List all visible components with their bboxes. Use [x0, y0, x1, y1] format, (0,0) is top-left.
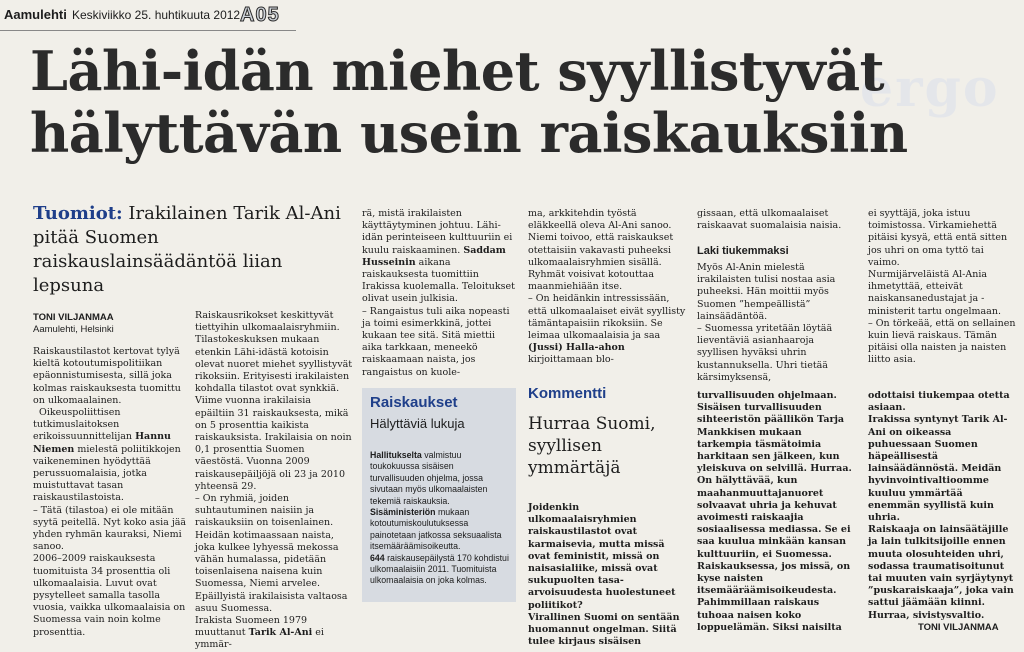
- lead-paragraph: [33, 202, 343, 298]
- paragraph: Niemi toivoo, että raiskaukset otettaisiin vakavasti puheeksi ulkomaalaisryhmien sisällä. Ryhmät voisivat kotouttaa maanmiehiään itse.: [528, 232, 674, 293]
- fact-item: 644 raiskausepäilystä 170 kohdistui ulkomaalaisiin 2011. Tuomituista ulkomaalaisia on joka kolmas.: [370, 552, 509, 586]
- fact-item: Sisäministeriön mukaan kotoutumiskoulutuksessa painotetaan jatkossa seksuaalista itsemääräämisoikeutta.: [370, 507, 502, 552]
- headline-line-2: hälyttävän usein raiskauksiin: [30, 101, 908, 165]
- comment-column-2: [697, 390, 855, 634]
- paragraph: Epäillyistä irakilaisista valtaosa asuu Suomessa.: [195, 590, 348, 614]
- paragraph: Myös Al-Anin mielestä irakilaisten tulisi nostaa asia puheeksi. Hän moittii myös Suomen ”hempeällistä” lainsäädäntöä.: [697, 262, 836, 322]
- fact-box-subtitle: Hälyttäviä lukuja: [370, 416, 465, 431]
- masthead: [0, 0, 296, 31]
- person-name: Tarik Al-Ani: [248, 627, 313, 639]
- page-number: A05: [240, 4, 280, 26]
- comment-label: Kommentti: [528, 385, 607, 402]
- article-column-3: [362, 208, 517, 379]
- paragraph: rä, mistä irakilaisten käyttäytyminen johtuu. Lähi-idän perinteiseen kulttuuriin ei kuulu raiskaaminen. Saddam Husseinin aikana raiskauksesta tuomittiin Irakissa kuolemalla. Teloitukset olivat usein julkisia.: [362, 208, 515, 305]
- paragraph: – On ryhmiä, joiden suhtautuminen naisiin ja raiskauksiin on toisenlainen. Heidän kotimaassaan naista, joka kulkee lyhyessä mekossa vähän humalassa, pidetään toisenlaisena naisena kuin Suomessa, Niemi arvelee.: [195, 493, 339, 590]
- fact-box: [362, 388, 516, 602]
- paragraph: – Rangaistus tuli aika nopeasti ja toimi esimerkkinä, jottei kukaan tee sitä. Sitä miettii aika tarkkaan, meneekö raiskaamaan naista, jos rangaistus on kuole-: [362, 305, 510, 378]
- person-name: Hannu Niemen: [33, 431, 171, 455]
- headline-line-1: Lähi-idän miehet syyllistyvät: [30, 39, 885, 103]
- paragraph: Irakista Suomeen 1979 muuttanut Tarik Al-Ani ei ymmär-: [195, 615, 324, 651]
- issue-date: Keskiviikko 25. huhtikuuta 2012: [72, 8, 241, 22]
- comment-column-1: [528, 502, 686, 648]
- comment-column-3: [868, 390, 1016, 622]
- paragraph: Raiskaaja on lainsäätäjille ja lain tulkitsijoille ennen muuta olosuhteiden uhri, sodassa traumatisoitunut tai muuten vain syrjäytynyt ”puskaraiskaaja”, joka vain sattui jäämään kiinni.: [868, 524, 1014, 609]
- paragraph: Raiskausrikokset keskittyvät tiettyihin ulkomaalaisryhmiin. Tilastokeskuksen mukaan etenkin Lähi-idästä kotoisin olevat nuoret miehet syyllistyvät rikoksiin. Erityisesti irakilaisten kohdalla tilastot ovat synkkiä. Viime vuonna irakilaisia epäiltiin 31 raiskauksesta, mikä on 5 prosenttia kaikista raiskauksista. Irakilaisia on noin 0,1 prosenttia Suomen väestöstä. Vuonna 2009 raiskausepäiljöjä oli 23 ja 2010 yhteensä 29.: [195, 310, 353, 492]
- comment-title: Hurraa Suomi, syyllisen ymmärtäjä: [528, 414, 656, 478]
- article-column-2: [195, 310, 353, 652]
- byline-author: TONI VILJANMAA: [33, 312, 114, 323]
- person-name: (Jussi) Halla-ahon: [528, 342, 625, 354]
- paragraph: odottaisi tiukempaa otetta asiaan.: [868, 390, 1010, 414]
- person-name: Saddam Husseinin: [362, 244, 506, 268]
- bleed-through-text: ergo: [860, 58, 1000, 119]
- paragraph: Irakissa syntynyt Tarik Al-Ani on oikeassa puhuessaan Suomen häpeällisestä lainsäädännöstä. Meidän hyvinvointivaltioomme kuuluu ymmärtää enemmän syyllistä kuin uhria.: [868, 414, 1008, 524]
- paragraph: – On törkeää, että on sellainen kuin lievä raiskaus. Tämän pitäisi olla naisten ja naisten liitto asia.: [868, 317, 1016, 366]
- lead-text: Irakilainen Tarik Al-Ani pitää Suomen raiskauslainsäädäntöä liian lepsuna: [33, 203, 341, 296]
- paragraph: Raiskaustilastot kertovat tylyä kieltä kotoutumispolitiikan epäonnistumisesta, sillä joka kolmas raiskauksesta tuomittu on ulkomaalainen.: [33, 346, 181, 406]
- paragraph: ma, arkkitehdin työstä eläkkeellä oleva Al-Ani sanoo.: [528, 208, 672, 232]
- paragraph: Virallinen Suomi on sentään huomannut ongelman. Siitä tulee kirjaus sisäisen: [528, 611, 680, 648]
- article-column-5: [697, 208, 855, 232]
- paragraph: gissaan, että ulkomaalaiset raiskaavat suomalaisia naisia.: [697, 208, 842, 232]
- paragraph: Hurraa, sivistysvaltio.: [868, 609, 985, 621]
- fact-box-body: [370, 450, 510, 587]
- paragraph: – On heidänkin intressissään, että ulkomaalaiset eivät syyllisty tämäntapaisiin rikoksiin. Se leimaa ulkomaalaisia ja saa (Jussi) Halla-ahon kirjoittamaan blo-: [528, 293, 686, 366]
- paragraph: turvallisuuden ohjelmaan. Sisäisen turvallisuuden sihteeristön päällikön Tarja Mankkisen mukaan tarkempia täsmätoimia harkitaan sen jälkeen, kun yleiskuva on selvillä. Hurraa.: [697, 390, 852, 475]
- paragraph: – Suomessa yritetään löytää lieventäviä asianhaaroja syyllisen hyväksi uhrin kustannuksella. Uhri tietää kärsimyksensä,: [697, 323, 833, 383]
- paragraph: Nurmijärveläistä Al-Ania ihmetyttää, etteivät naiskansanedustajat ja -ministerit tartu ongelmaan.: [868, 269, 1001, 317]
- article-column-4: [528, 208, 686, 367]
- sub-heading: Laki tiukemmaksi: [697, 245, 789, 257]
- paragraph: Oikeuspoliittisen tutkimuslaitoksen erikoissuunnittelijan Hannu Niemen mielestä poliitikkojen vaikeneminen hyödyttää perussuomalaisia, jotka muistuttavat tasan raiskaustilastoista.: [33, 407, 181, 504]
- headline: [30, 40, 910, 164]
- paragraph: Joidenkin ulkomaalaisryhmien raiskaustilastot ovat karmaisevia, mutta missä ovat feministit, missä on naisasialiike, missä ovat sukupuolten tasa-arvoisuudesta huolestuneet poliitikot?: [528, 502, 676, 611]
- paper-name: Aamulehti: [4, 7, 67, 22]
- paragraph: – Tätä (tilastoa) ei ole mitään syytä peitellä. Nyt koko asia jää yhden ryhmän kauraksi, Niemi sanoo.: [33, 504, 187, 553]
- lead-kicker: Tuomiot:: [33, 203, 123, 224]
- article-column-1: [33, 346, 188, 639]
- paragraph: Raiskauksessa, jos missä, on kyse naisten itsemääräämisoikeudesta. Pahimmillaan raiskaus tuhoaa naisen koko loppuelämän. Siksi naisilta: [697, 560, 851, 633]
- article-column-5b: [697, 262, 855, 384]
- fact-box-title: Raiskaukset: [370, 394, 458, 411]
- fact-item: Hallitukselta valmistuu toukokuussa sisäisen turvallisuuden ohjelma, jossa sivutaan myös ulkomaalaisten tekemiä raiskauksia.: [370, 450, 488, 506]
- paragraph: ei syyttäjä, joka istuu toimistossa. Virkamiehettä pitäisi kysyä, että entä sitten jos uhri on oma tyttö tai vaimo.: [868, 208, 1008, 268]
- paragraph: On hälyttävää, kun maahanmuuttajanuoret solvaavat uhria ja kehuvat avoimesti raiskaajia sosiaalisessa mediassa. Se ei saa kuulua minkään kansan kulttuuriin, ei Suomessa.: [697, 475, 851, 560]
- paragraph: 2006–2009 raiskauksesta tuomituista 34 prosenttia oli ulkomaalaisia. Luvut ovat pysytelleet samalla tasolla vuosia, vaikka ulkomaalaisia on Suomessa vain noin kolme prosenttia.: [33, 553, 186, 638]
- comment-signature: TONI VILJANMAA: [918, 622, 999, 633]
- article-column-6: [868, 208, 1016, 367]
- byline-location: Aamulehti, Helsinki: [33, 324, 114, 335]
